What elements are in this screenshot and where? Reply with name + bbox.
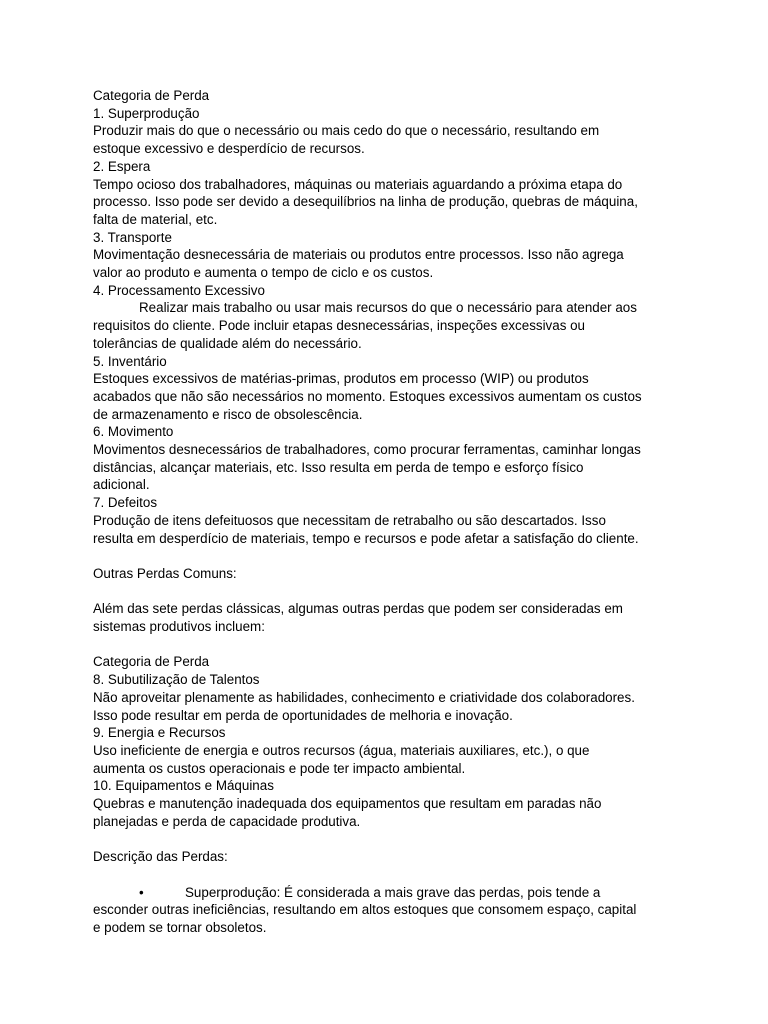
item-text: planejadas e perda de capacidade produtiva. bbox=[93, 813, 361, 829]
blank-line bbox=[93, 636, 683, 654]
item-text: Estoques excessivos de matérias-primas, produtos em processo (WIP) ou produtos bbox=[93, 371, 589, 387]
item-text: de armazenamento e risco de obsolescência. bbox=[93, 406, 363, 422]
item-text: resulta em desperdício de materiais, tempo e recursos e pode afetar a satisfação do cliente. bbox=[93, 530, 639, 546]
item-text: Tempo ocioso dos trabalhadores, máquinas ou materiais aguardando a próxima etapa do bbox=[93, 176, 623, 192]
item-text: aumenta os custos operacionais e pode ter impacto ambiental. bbox=[93, 760, 466, 776]
document-page bbox=[93, 87, 683, 937]
bullet-text: Superprodução: É considerada a mais grave das perdas, pois tende a bbox=[185, 884, 601, 900]
blank-line bbox=[93, 830, 683, 848]
intro-text: Além das sete perdas clássicas, algumas outras perdas que podem ser consideradas em bbox=[93, 601, 623, 617]
item-title: 1. Superprodução bbox=[93, 105, 200, 121]
item-title: 8. Subutilização de Talentos bbox=[93, 672, 260, 688]
item-title: 2. Espera bbox=[93, 158, 151, 174]
item-text: Uso ineficiente de energia e outros recursos (água, materiais auxiliares, etc.), o que bbox=[93, 742, 590, 758]
item-text: acabados que não são necessários no momento. Estoques excessivos aumentam os custos bbox=[93, 388, 642, 404]
item-title: 9. Energia e Recursos bbox=[93, 725, 226, 741]
item-text: Isso pode resultar em perda de oportunidades de melhoria e inovação. bbox=[93, 707, 513, 723]
item-text: Produzir mais do que o necessário ou mais cedo do que o necessário, resultando em bbox=[93, 123, 600, 139]
item-text: valor ao produto e aumenta o tempo de ciclo e os custos. bbox=[93, 265, 434, 281]
description-heading: Descrição das Perdas: bbox=[93, 849, 228, 865]
blank-line bbox=[93, 583, 683, 601]
section-heading: Categoria de Perda bbox=[93, 88, 210, 103]
item-text: falta de material, etc. bbox=[93, 211, 218, 227]
item-text: Produção de itens defeituosos que necessitam de retrabalho ou são descartados. Isso bbox=[93, 512, 606, 528]
item-text: Movimentação desnecessária de materiais ou produtos entre processos. Isso não agrega bbox=[93, 247, 624, 263]
bullet-text: esconder outras ineficiências, resultando em altos estoques que consomem espaço, capital bbox=[93, 902, 637, 918]
blank-line bbox=[93, 547, 683, 565]
item-title: 10. Equipamentos e Máquinas bbox=[93, 778, 274, 794]
item-title: 5. Inventário bbox=[93, 353, 167, 369]
item-text: tolerâncias de qualidade além do necessário. bbox=[93, 335, 362, 351]
other-losses-heading: Outras Perdas Comuns: bbox=[93, 565, 237, 581]
item-text: estoque excessivo e desperdício de recursos. bbox=[93, 141, 365, 157]
item-text: Não aproveitar plenamente as habilidades, conhecimento e criatividade dos colaboradores. bbox=[93, 689, 635, 705]
item-text: distâncias, alcançar materiais, etc. Isso resulta em perda de tempo e esforço físico bbox=[93, 459, 584, 475]
item-text: Quebras e manutenção inadequada dos equipamentos que resultam em paradas não bbox=[93, 796, 602, 812]
item-title: 7. Defeitos bbox=[93, 495, 158, 511]
bullet-text: e podem se tornar obsoletos. bbox=[93, 919, 267, 935]
item-title: 6. Movimento bbox=[93, 424, 174, 440]
section-heading: Categoria de Perda bbox=[93, 654, 210, 670]
item-title: 4. Processamento Excessivo bbox=[93, 282, 265, 298]
item-text: Movimentos desnecessários de trabalhadores, como procurar ferramentas, caminhar longas bbox=[93, 442, 641, 458]
bullet-item bbox=[93, 884, 683, 902]
item-title: 3. Transporte bbox=[93, 229, 172, 245]
bullet-icon: • bbox=[139, 884, 144, 900]
item-text: processo. Isso pode ser devido a desequilíbrios na linha de produção, quebras de máquina, bbox=[93, 194, 638, 210]
intro-text: sistemas produtivos incluem: bbox=[93, 619, 265, 635]
item-text: adicional. bbox=[93, 477, 150, 493]
item-text: requisitos do cliente. Pode incluir etapas desnecessárias, inspeções excessivas ou bbox=[93, 318, 586, 334]
blank-line bbox=[93, 866, 683, 884]
item-text: Realizar mais trabalho ou usar mais recursos do que o necessário para atender aos bbox=[139, 300, 637, 316]
